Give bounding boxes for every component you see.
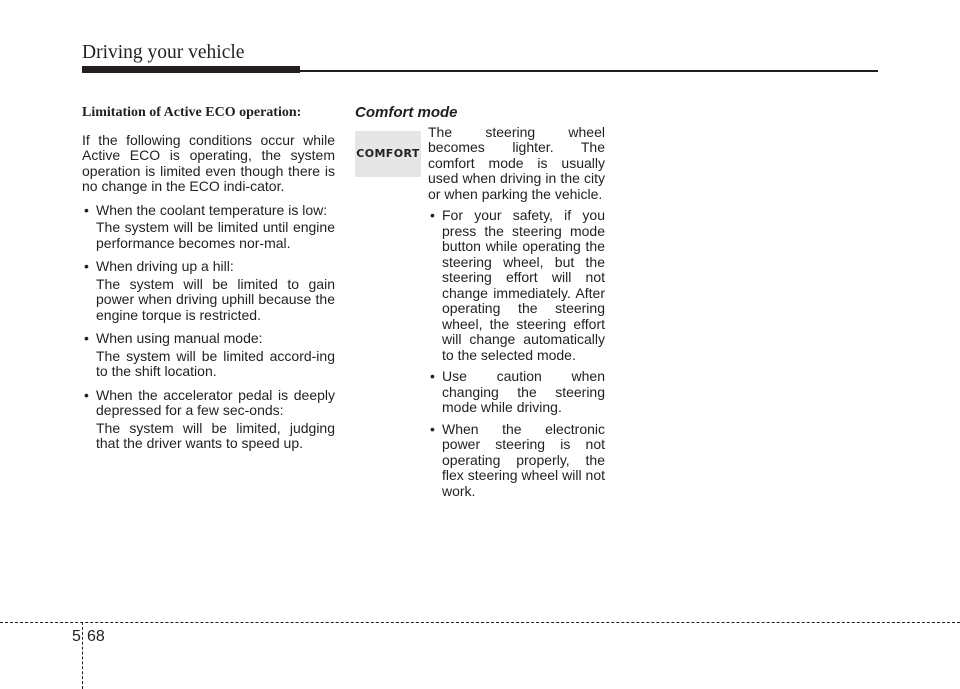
footer-divider [0,622,960,623]
list-item [82,388,335,452]
bullet-detail: The system will be limited accord-ing to the shift location. [96,347,335,379]
list-item: • When the electronic power steering is not operating properly, the flex steering wheel will not work. [428,422,605,500]
comfort-mode-section [355,125,605,500]
list-item [82,331,335,380]
comfort-mode-indicator-icon [355,131,421,177]
bullet-label: • When using manual mode: [96,330,263,346]
comfort-icon-label: COMFORT [356,146,420,160]
list-item: • Use caution when changing the steering mode while driving. [428,369,605,416]
list-item [82,259,335,323]
bullet-detail: The system will be limited, judging that the driver wants to speed up. [96,419,335,451]
left-column [82,105,335,460]
footer-vertical-divider [82,622,83,689]
intro-paragraph: If the following conditions occur while Active ECO is operating, the system operation is limited even though there is no change in the ECO indi-cator. [82,131,335,194]
comfort-mode-title: Comfort mode [355,104,458,121]
chapter-number: 5 [72,628,81,645]
bullet-detail: The system will be limited to gain power when driving uphill because the engine torque is restricted. [96,275,335,323]
header-rule-thick [82,66,300,73]
page-number: 68 [87,628,105,645]
page-header-title: Driving your vehicle [82,42,245,63]
list-item: • For your safety, if you press the steering mode button while operating the steering wheel, but the steering effort will not change immediately. After operating the steering wheel, the steering effort will change automatically to the selected mode. [428,208,605,363]
header-rule-thin [300,70,878,72]
comfort-mode-text [428,125,605,500]
list-item [82,203,335,252]
bullet-label: • When driving up a hill: [96,258,234,274]
bullet-label: • When the accelerator pedal is deeply depressed for a few sec-onds: [96,386,335,418]
bullet-label: • When the coolant temperature is low: [96,201,328,218]
section-heading: Limitation of Active ECO operation: [82,105,302,120]
comfort-intro: The steering wheel becomes lighter. The comfort mode is usually used when driving in the city or when parking the vehicle. [428,123,605,202]
right-column [355,105,605,505]
bullet-detail: The system will be limited until engine performance becomes nor-mal. [96,219,335,251]
